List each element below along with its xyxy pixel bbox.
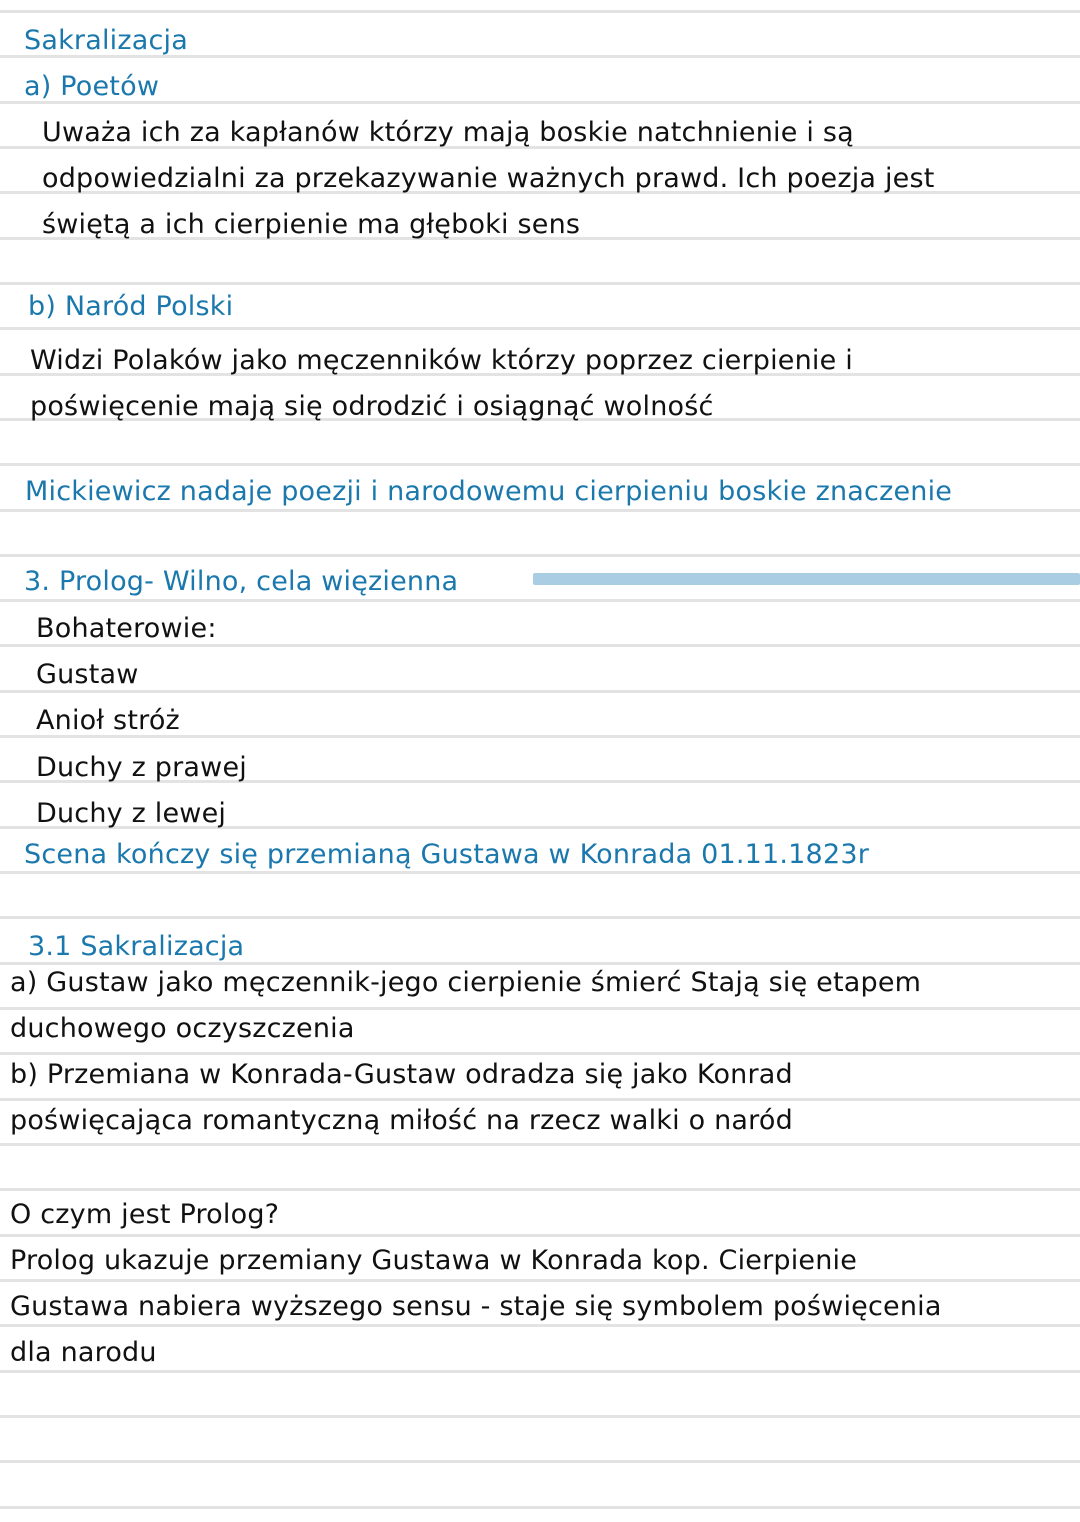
rule-line [0,1415,1080,1418]
rule-line [0,916,1080,919]
rule-line [0,1052,1080,1055]
paragraph-line: dla narodu [10,1337,157,1368]
scene-ending-text: Scena kończy się przemianą Gustawa w Konrada 01.11.1823r [24,839,869,870]
paragraph-line: a) Gustaw jako męczennik-jego cierpienie śmierć Stają się etapem [10,967,922,998]
subheading-poets: a) Poetów [24,71,160,102]
rule-line [0,509,1080,512]
rule-line [0,1007,1080,1010]
rule-line [0,690,1080,693]
highlight-bar [533,573,1080,585]
character-item: Anioł stróż [36,705,180,736]
rule-line [0,101,1080,104]
paragraph-line: Uważa ich za kapłanów którzy mają boskie natchnienie i są [42,117,854,148]
characters-label: Bohaterowie: [36,613,217,644]
character-item: Duchy z prawej [36,752,247,783]
subheading-nation: b) Naród Polski [28,291,234,322]
question-title: O czym jest Prolog? [10,1199,280,1230]
paragraph-line: Gustawa nabiera wyższego sensu - staje się symbolem poświęcenia [10,1291,942,1322]
paragraph-line: poświęcenie mają się odrodzić i osiągnąć wolność [30,391,714,422]
paragraph-line: Prolog ukazuje przemiany Gustawa w Konrada kop. Cierpienie [10,1245,858,1276]
paragraph-line: duchowego oczyszczenia [10,1013,355,1044]
section-title: 3. Prolog- Wilno, cela więzienna [24,566,459,597]
rule-line [0,1098,1080,1101]
rule-line [0,327,1080,330]
rule-line [0,1234,1080,1237]
rule-line [0,463,1080,466]
character-item: Duchy z lewej [36,798,227,829]
rule-line [0,10,1080,13]
rule-line [0,1460,1080,1463]
paragraph-line: odpowiedzialni za przekazywanie ważnych prawd. Ich poezja jest [42,163,935,194]
rule-line [0,1279,1080,1282]
paragraph-line: świętą a ich cierpienie ma głęboki sens [42,209,581,240]
rule-line [0,1324,1080,1327]
rule-line [0,282,1080,285]
section-title: Sakralizacja [24,25,188,56]
character-item: Gustaw [36,659,139,690]
section-title: 3.1 Sakralizacja [28,931,245,962]
rule-line [0,554,1080,557]
conclusion-text: Mickiewicz nadaje poezji i narodowemu cierpieniu boskie znaczenie [25,476,953,507]
paragraph-line: b) Przemiana w Konrada-Gustaw odradza się jako Konrad [10,1059,793,1090]
rule-line [0,1370,1080,1373]
rule-line [0,1143,1080,1146]
paragraph-line: poświęcająca romantyczną miłość na rzecz walki o naród [10,1105,793,1136]
rule-line [0,1506,1080,1509]
rule-line [0,599,1080,602]
paragraph-line: Widzi Polaków jako męczenników którzy poprzez cierpienie i [30,345,853,376]
rule-line [0,1188,1080,1191]
